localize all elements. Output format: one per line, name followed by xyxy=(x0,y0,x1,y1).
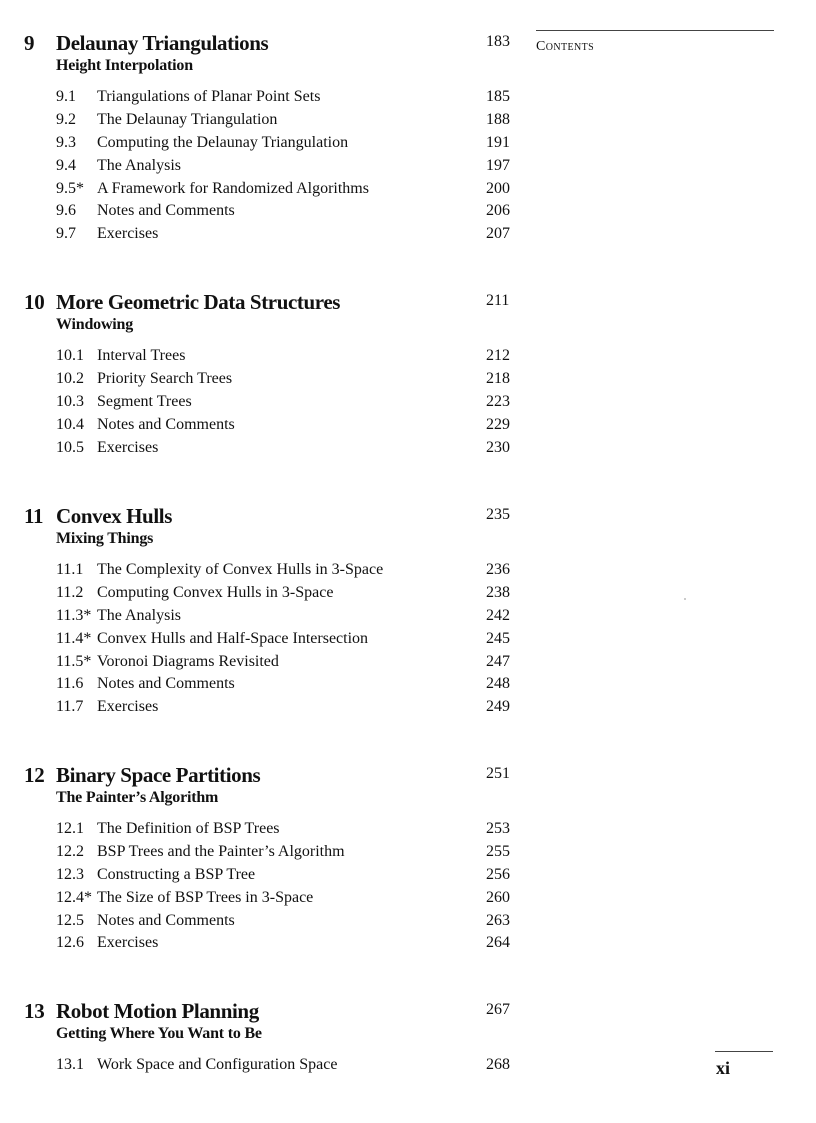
section-page-number: 247 xyxy=(486,652,510,670)
section-title: Notes and Comments xyxy=(97,675,235,693)
folio-rule xyxy=(715,1051,773,1052)
section-number: 10.1 xyxy=(56,347,84,364)
section-number: 9.6 xyxy=(56,202,76,220)
section-number: 13.1 xyxy=(56,1056,84,1073)
toc-entry[interactable] xyxy=(0,225,816,248)
section-page-number: 207 xyxy=(486,225,510,243)
chapter-heading[interactable] xyxy=(0,763,816,789)
section-list xyxy=(0,347,816,461)
chapter-number: 9 xyxy=(24,31,35,55)
section-title: Notes and Comments xyxy=(97,415,235,433)
toc-entry[interactable] xyxy=(0,653,816,676)
chapter-heading[interactable] xyxy=(0,999,816,1025)
section-number: 12.6 xyxy=(56,934,84,952)
section-page-number: 229 xyxy=(486,415,510,433)
section-title: Exercises xyxy=(97,438,159,456)
section-title: Segment Trees xyxy=(97,392,192,410)
section-number: 10.3 xyxy=(56,392,84,410)
section-page-number: 260 xyxy=(486,888,510,906)
toc-entry[interactable] xyxy=(0,393,816,416)
section-title: The Analysis xyxy=(97,156,181,174)
section-title: The Size of BSP Trees in 3-Space xyxy=(97,888,314,906)
section-number: 9.5* xyxy=(56,179,84,197)
chapter-heading[interactable] xyxy=(0,504,816,530)
section-page-number: 185 xyxy=(486,88,510,105)
toc-entry[interactable] xyxy=(0,607,816,630)
toc-entry[interactable] xyxy=(0,370,816,393)
section-page-number: 188 xyxy=(486,110,510,128)
chapter-subtitle: The Painter’s Algorithm xyxy=(56,789,219,806)
section-page-number: 191 xyxy=(486,133,510,151)
section-list xyxy=(0,820,816,957)
chapter-number: 10 xyxy=(24,290,45,314)
toc-entry[interactable] xyxy=(0,134,816,157)
toc-entry[interactable] xyxy=(0,889,816,912)
section-page-number: 263 xyxy=(486,911,510,929)
section-title: Interval Trees xyxy=(97,347,186,364)
chapter-page-number: 267 xyxy=(486,1001,510,1018)
toc-entry[interactable] xyxy=(0,866,816,889)
toc-entry[interactable] xyxy=(0,934,816,957)
section-number: 11.1 xyxy=(56,561,84,578)
toc-entry[interactable] xyxy=(0,180,816,203)
section-title: The Complexity of Convex Hulls in 3-Space xyxy=(97,561,384,578)
toc-entry[interactable] xyxy=(0,820,816,843)
section-page-number: 230 xyxy=(486,438,510,456)
chapter-page-number: 251 xyxy=(486,765,510,782)
toc-entry[interactable] xyxy=(0,630,816,653)
chapter-title: Delaunay Triangulations xyxy=(56,31,269,55)
section-title: Convex Hulls and Half-Space Intersection xyxy=(97,629,369,647)
section-number: 11.4* xyxy=(56,629,92,647)
section-list xyxy=(0,1056,816,1079)
section-title: Priority Search Trees xyxy=(97,369,233,387)
section-title: Exercises xyxy=(97,698,159,716)
chapter-heading[interactable] xyxy=(0,31,816,57)
chapter-number: 13 xyxy=(24,999,45,1023)
toc-entry[interactable] xyxy=(0,675,816,698)
section-number: 10.2 xyxy=(56,369,84,387)
section-number: 11.3* xyxy=(56,606,92,624)
chapter-9 xyxy=(0,31,816,243)
toc-entry[interactable] xyxy=(0,1056,816,1079)
section-title: The Analysis xyxy=(97,606,181,624)
section-number: 9.2 xyxy=(56,110,76,128)
chapter-number: 12 xyxy=(24,763,45,787)
section-title: Notes and Comments xyxy=(97,202,235,220)
section-page-number: 206 xyxy=(486,202,510,220)
section-number: 9.7 xyxy=(56,225,76,243)
section-number: 9.1 xyxy=(56,88,76,105)
section-title: Computing the Delaunay Triangulation xyxy=(97,133,349,151)
section-number: 12.5 xyxy=(56,911,84,929)
section-title: Exercises xyxy=(97,225,159,243)
chapter-title: Convex Hulls xyxy=(56,504,172,528)
section-page-number: 212 xyxy=(486,347,510,364)
toc-entry[interactable] xyxy=(0,561,816,584)
toc-entry[interactable] xyxy=(0,347,816,370)
section-page-number: 245 xyxy=(486,629,510,647)
section-number: 11.7 xyxy=(56,698,84,716)
toc-entry[interactable] xyxy=(0,912,816,935)
chapter-10 xyxy=(0,290,816,456)
section-page-number: 248 xyxy=(486,675,510,693)
toc-entry[interactable] xyxy=(0,88,816,111)
section-page-number: 223 xyxy=(486,392,510,410)
section-page-number: 218 xyxy=(486,369,510,387)
section-number: 9.4 xyxy=(56,156,76,174)
chapter-subtitle: Height Interpolation xyxy=(56,57,193,74)
toc-entry[interactable] xyxy=(0,157,816,180)
toc-entry[interactable] xyxy=(0,111,816,134)
section-page-number: 236 xyxy=(486,561,510,578)
chapter-title: Binary Space Partitions xyxy=(56,763,261,787)
section-number: 12.3 xyxy=(56,865,84,883)
section-page-number: 253 xyxy=(486,820,510,837)
section-page-number: 242 xyxy=(486,606,510,624)
toc-entry[interactable] xyxy=(0,439,816,462)
section-number: 12.4* xyxy=(56,888,92,906)
chapter-page-number: 235 xyxy=(486,506,510,523)
toc-entry[interactable] xyxy=(0,843,816,866)
section-number: 11.6 xyxy=(56,675,84,693)
chapter-subtitle: Windowing xyxy=(56,316,134,333)
section-number: 10.5 xyxy=(56,438,84,456)
chapter-page-number: 183 xyxy=(486,33,510,50)
section-page-number: 264 xyxy=(486,934,510,952)
section-page-number: 268 xyxy=(486,1056,510,1073)
chapter-title: More Geometric Data Structures xyxy=(56,290,341,314)
section-number: 12.2 xyxy=(56,842,84,860)
section-title: Constructing a BSP Tree xyxy=(97,865,256,883)
section-number: 11.2 xyxy=(56,583,84,601)
section-title: Work Space and Configuration Space xyxy=(97,1056,338,1073)
chapter-heading[interactable] xyxy=(0,290,816,316)
section-number: 10.4 xyxy=(56,415,84,433)
chapter-11 xyxy=(0,504,816,716)
section-page-number: 238 xyxy=(486,583,510,601)
section-list xyxy=(0,561,816,721)
section-title: Exercises xyxy=(97,934,159,952)
toc-entry[interactable] xyxy=(0,584,816,607)
chapter-title: Robot Motion Planning xyxy=(56,999,259,1023)
chapter-number: 11 xyxy=(24,504,44,528)
section-page-number: 200 xyxy=(486,179,510,197)
section-title: A Framework for Randomized Algorithms xyxy=(97,179,369,197)
section-title: Notes and Comments xyxy=(97,911,235,929)
toc-entry[interactable] xyxy=(0,698,816,721)
section-number: 11.5* xyxy=(56,652,92,670)
section-title: The Definition of BSP Trees xyxy=(97,820,280,837)
section-page-number: 249 xyxy=(486,698,510,716)
section-page-number: 197 xyxy=(486,156,510,174)
section-title: BSP Trees and the Painter’s Algorithm xyxy=(97,842,345,860)
page-number: xi xyxy=(716,1058,731,1078)
section-title: Computing Convex Hulls in 3-Space xyxy=(97,583,334,601)
chapter-12 xyxy=(0,763,816,952)
section-number: 12.1 xyxy=(56,820,84,837)
section-list xyxy=(0,88,816,248)
section-page-number: 256 xyxy=(486,865,510,883)
chapter-page-number: 211 xyxy=(486,292,510,309)
section-title: Voronoi Diagrams Revisited xyxy=(97,652,279,670)
running-head: Contents xyxy=(536,30,774,55)
toc-entry[interactable] xyxy=(0,202,816,225)
toc-entry[interactable] xyxy=(0,416,816,439)
section-number: 9.3 xyxy=(56,133,76,151)
chapter-subtitle: Getting Where You Want to Be xyxy=(56,1025,262,1042)
section-title: The Delaunay Triangulation xyxy=(97,110,278,128)
section-page-number: 255 xyxy=(486,842,510,860)
section-title: Triangulations of Planar Point Sets xyxy=(97,88,321,105)
chapter-subtitle: Mixing Things xyxy=(56,530,154,547)
